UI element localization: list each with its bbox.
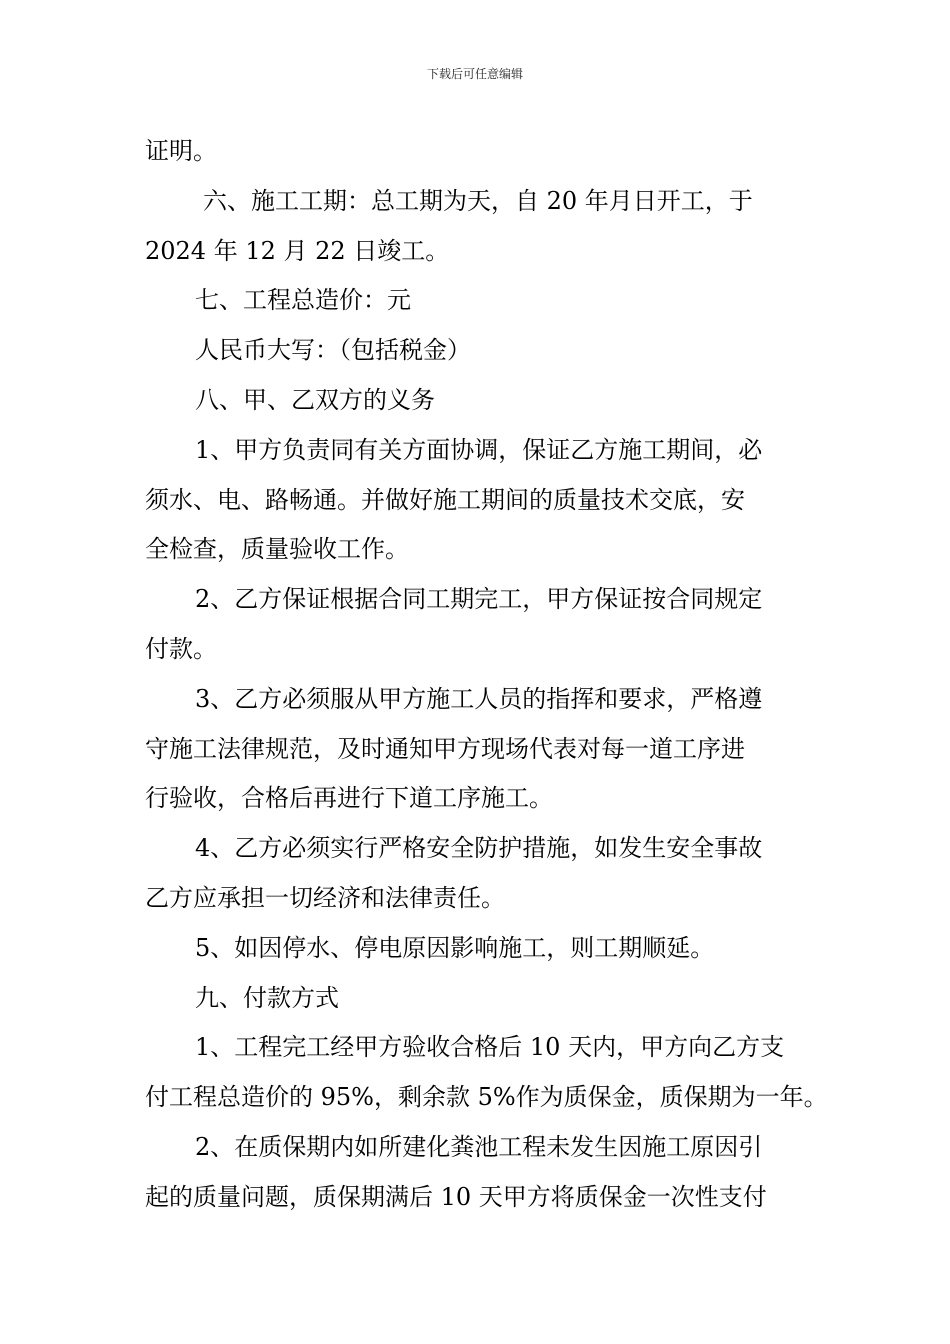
- text-line: 付工程总造价的 95%，剩余款 5%作为质保金，质保期为一年。: [145, 1083, 828, 1112]
- page-header: 下载后可任意编辑: [426, 67, 523, 81]
- text-line: 守施工法律规范，及时通知甲方现场代表对每一道工序进: [145, 734, 745, 763]
- document-body: [145, 127, 828, 1223]
- text-line: 七、工程总造价：元: [195, 286, 411, 315]
- text-line: 1、工程完工经甲方验收合格后 10 天内，甲方向乙方支: [195, 1033, 785, 1062]
- text-line: 5、如因停水、停电原因影响施工，则工期顺延。: [195, 933, 715, 962]
- text-line: 须水、电、路畅通。并做好施工期间的质量技术交底，安: [145, 485, 745, 514]
- text-line: 2、乙方保证根据合同工期完工，甲方保证按合同规定: [195, 585, 763, 614]
- text-line: 起的质量问题，质保期满后 10 天甲方将质保金一次性支付: [145, 1182, 767, 1211]
- text-line: 证明。: [145, 137, 217, 165]
- text-line: 1、甲方负责同有关方面协调，保证乙方施工期间，必: [195, 435, 763, 464]
- text-line: 九、付款方式: [195, 983, 339, 1012]
- text-line: 全检查，质量验收工作。: [145, 535, 409, 564]
- text-line: 行验收，合格后再进行下道工序施工。: [145, 784, 553, 813]
- text-line: 人民币大写：（包括税金）: [195, 336, 471, 365]
- text-line: 4、乙方必须实行严格安全防护措施，如发生安全事故: [195, 834, 763, 863]
- text-line: 2024 年 12 月 22 日竣工。: [145, 236, 450, 265]
- text-line: 八、甲、乙双方的义务: [195, 385, 435, 414]
- text-line: 付款。: [145, 634, 217, 663]
- text-line: 乙方应承担一切经济和法律责任。: [145, 883, 505, 912]
- text-line: 六、施工工期：总工期为天，自 20 年月日开工，于: [203, 186, 753, 215]
- text-line: 3、乙方必须服从甲方施工人员的指挥和要求，严格遵: [195, 684, 763, 713]
- text-line: 2、在质保期内如所建化粪池工程未发生因施工原因引: [195, 1132, 763, 1161]
